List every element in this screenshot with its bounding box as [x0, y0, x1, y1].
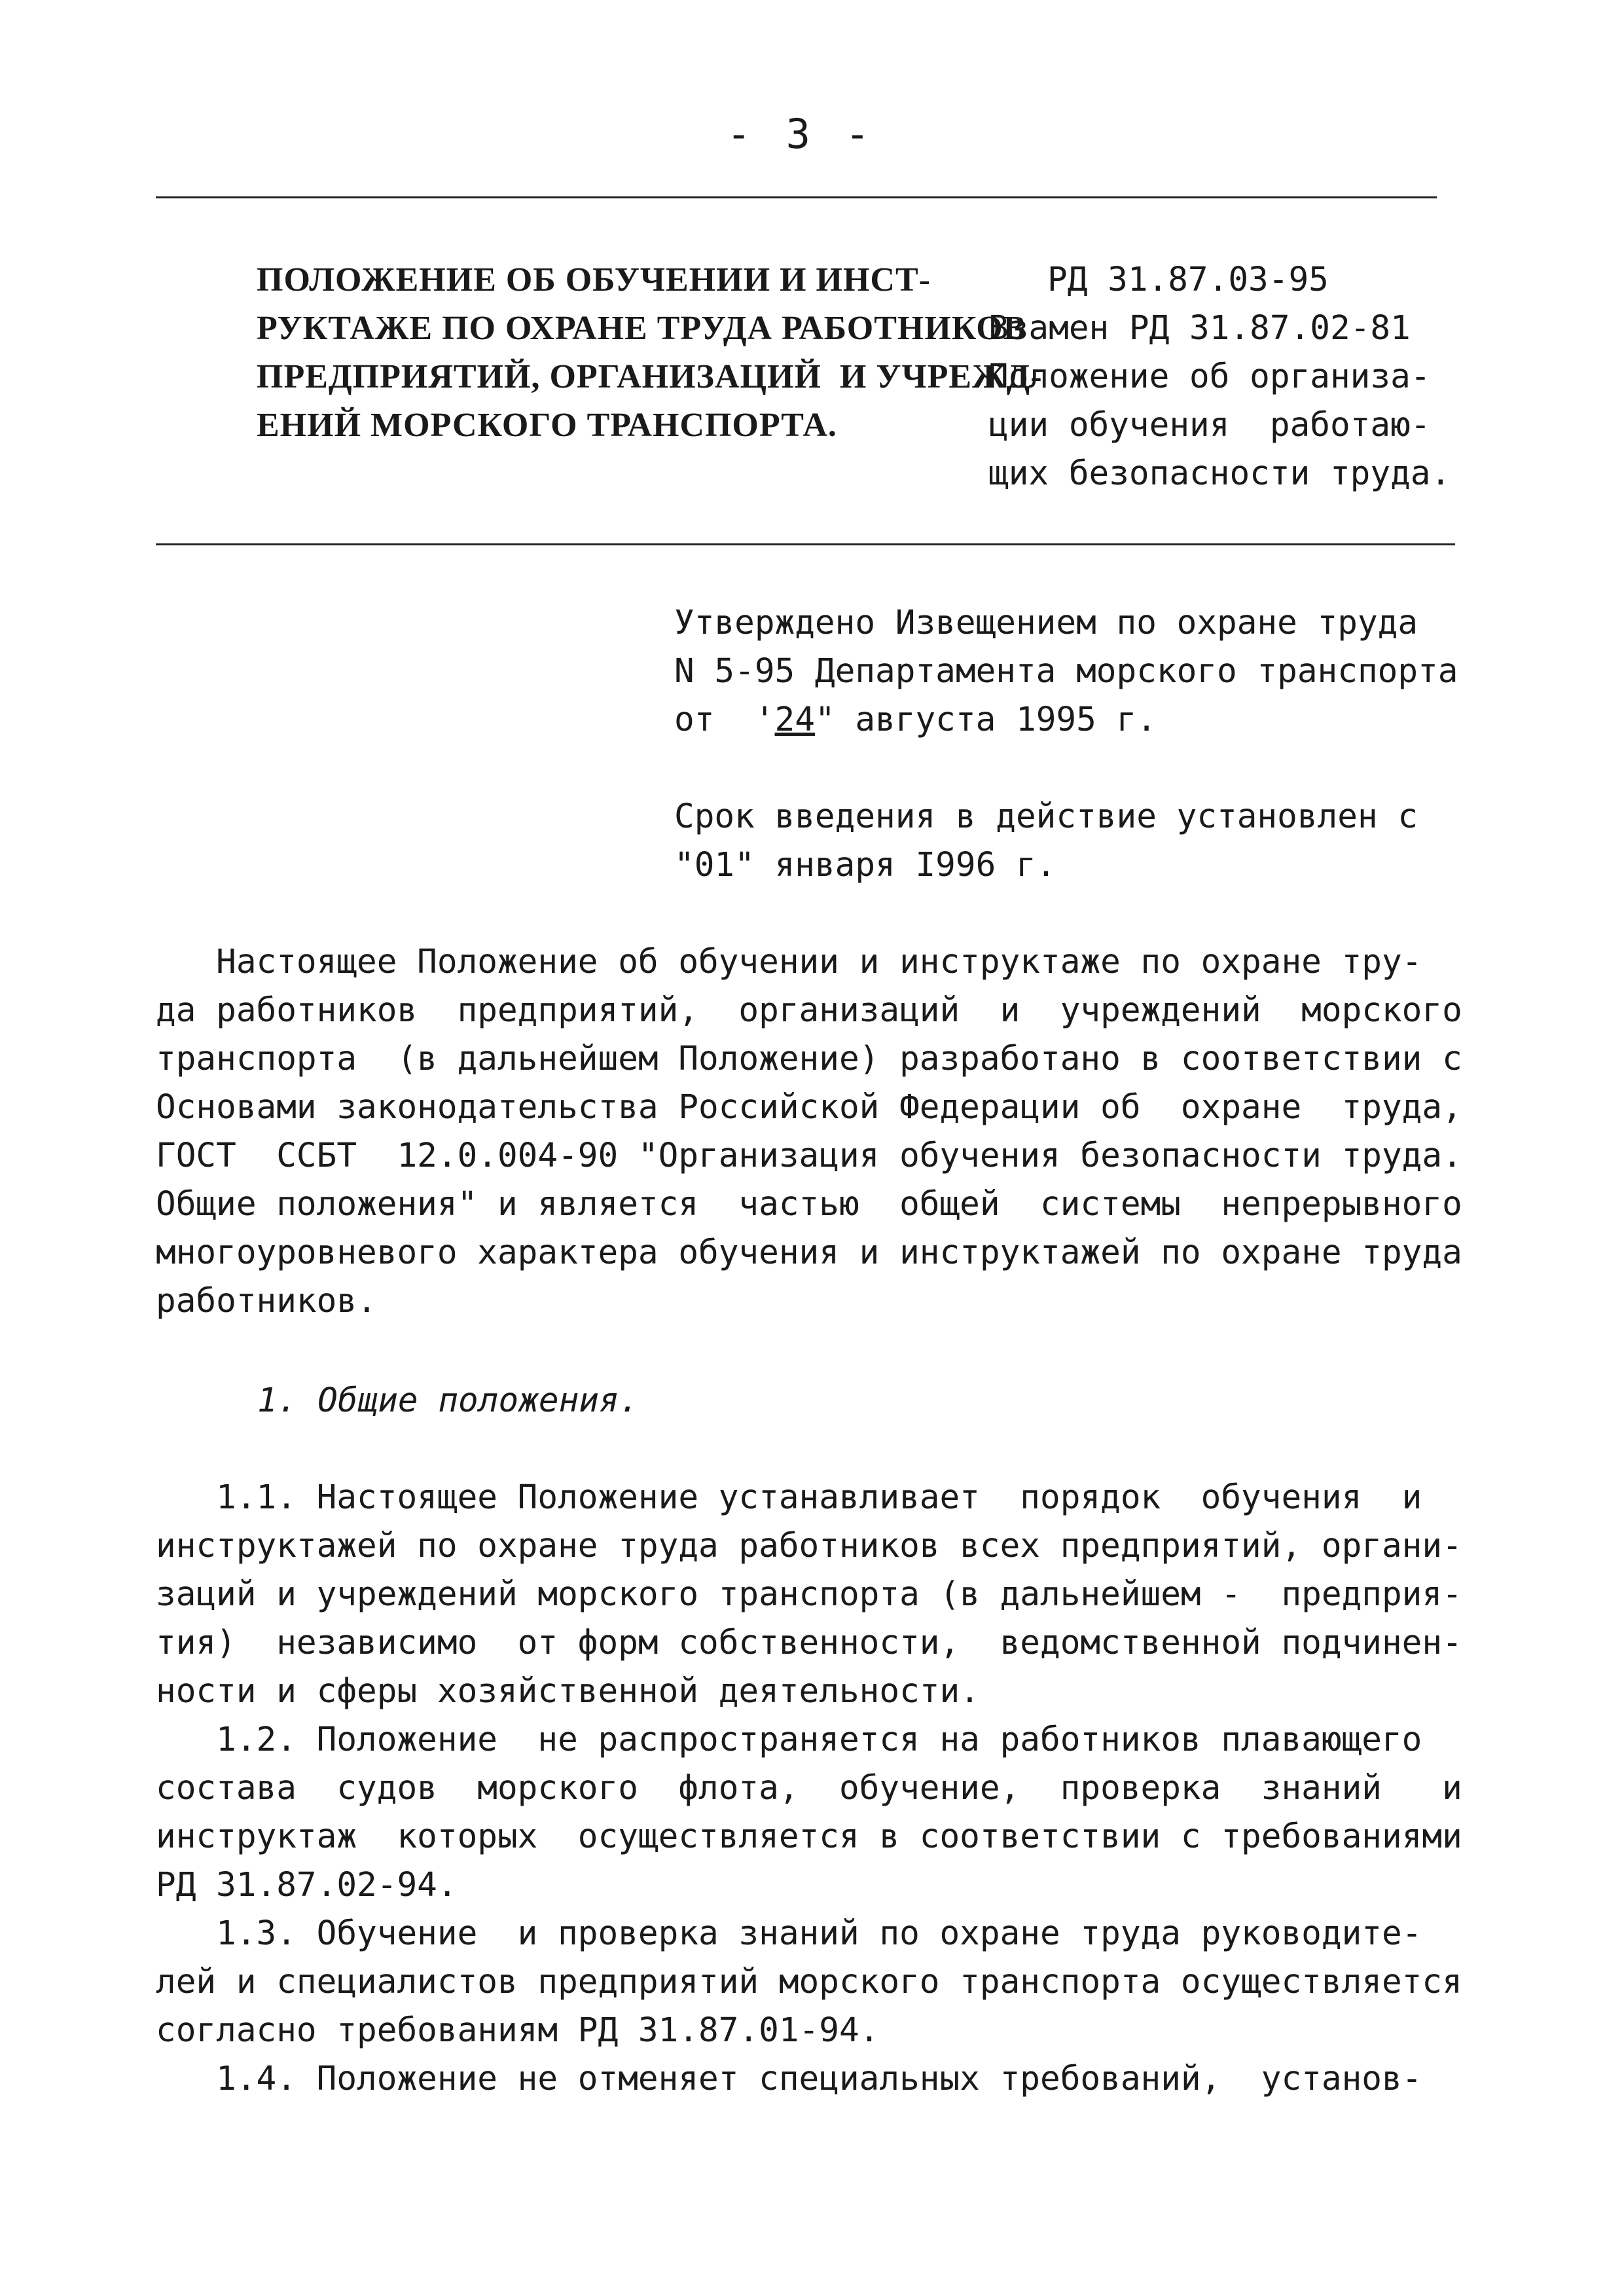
section-paragraph-line: инструктаж которых осуществляется в соответствии с требованиями	[156, 1817, 1462, 1856]
approval-date-day: 24	[774, 701, 815, 739]
replaces-document-line: Положение об организа-	[988, 357, 1431, 396]
section-paragraph-line: РД 31.87.02-94.	[156, 1866, 458, 1904]
intro-paragraph-line: да работников предприятий, организаций и учреждений морского	[156, 991, 1462, 1030]
section-paragraph-line: состава судов морского флота, обучение, проверка знаний и	[156, 1769, 1462, 1808]
section-paragraph-line: 1.3. Обучение и проверка знаний по охране труда руководите-	[156, 1914, 1422, 1953]
header-bottom-rule	[156, 543, 1455, 545]
effective-date-line: "01" января I996 г.	[674, 846, 1056, 884]
intro-paragraph-line: Общие положения" и является частью общей системы непрерывного	[156, 1185, 1462, 1224]
approval-date-line	[674, 701, 1157, 739]
intro-paragraph-line: работников.	[156, 1282, 377, 1321]
document-title-line: ПОЛОЖЕНИЕ ОБ ОБУЧЕНИИ И ИНСТ-	[257, 261, 931, 299]
document-code: РД 31.87.03-95	[1047, 261, 1329, 299]
replaces-document-line: Взамен РД 31.87.02-81	[988, 309, 1411, 348]
approval-date-prefix: от '	[674, 701, 775, 739]
intro-paragraph-line: транспорта (в дальнейшем Положение) разработано в соответствии с	[156, 1040, 1462, 1078]
section-paragraph-line: ности и сферы хозяйственной деятельности.	[156, 1672, 980, 1711]
approval-line: Утверждено Извещением по охране труда	[674, 604, 1418, 642]
replaces-document-line: щих безопасности труда.	[988, 454, 1451, 493]
section-paragraph-line: 1.2. Положение не распространяется на работников плавающего	[156, 1721, 1422, 1759]
header-top-rule	[156, 196, 1437, 198]
section-paragraph-line: 1.1. Настоящее Положение устанавливает порядок обучения и	[156, 1478, 1422, 1517]
section-paragraph-line: тия) независимо от форм собственности, ведомственной подчинен-	[156, 1624, 1462, 1662]
document-title-line: РУКТАЖЕ ПО ОХРАНЕ ТРУДА РАБОТНИКОВ	[257, 310, 1027, 347]
page-number: - 3 -	[727, 110, 875, 158]
section-paragraph-line: лей и специалистов предприятий морского транспорта осуществляется	[156, 1963, 1462, 2001]
document-title-line: ПРЕДПРИЯТИЙ, ОРГАНИЗАЦИЙ И УЧРЕЖД-	[257, 358, 1043, 395]
intro-paragraph-line: Настоящее Положение об обучении и инструктаже по охране тру-	[156, 943, 1422, 981]
document-title-line: ЕНИЙ МОРСКОГО ТРАНСПОРТА.	[257, 407, 837, 444]
replaces-document-line: ции обучения работаю-	[988, 406, 1431, 445]
approval-line: N 5-95 Департамента морского транспорта	[674, 652, 1458, 691]
approval-date-suffix: " августа 1995 г.	[814, 701, 1157, 739]
intro-paragraph-line: многоуровневого характера обучения и инструктажей по охране труда	[156, 1233, 1462, 1272]
intro-paragraph-line: ГОСТ ССБТ 12.0.004-90 "Организация обучения безопасности труда.	[156, 1137, 1462, 1175]
effective-date-line: Срок введения в действие установлен с	[674, 797, 1418, 836]
section-heading: 1. Общие положения.	[257, 1381, 640, 1420]
intro-paragraph-line: Основами законодательства Российской Федерации об охране труда,	[156, 1088, 1462, 1127]
section-paragraph-line: заций и учреждений морского транспорта (в дальнейшем - предприя-	[156, 1575, 1462, 1614]
section-paragraph-line: 1.4. Положение не отменяет специальных требований, установ-	[156, 2060, 1422, 2098]
section-paragraph-line: согласно требованиям РД 31.87.01-94.	[156, 2011, 880, 2050]
section-paragraph-line: инструктажей по охране труда работников всех предприятий, органи-	[156, 1527, 1462, 1565]
